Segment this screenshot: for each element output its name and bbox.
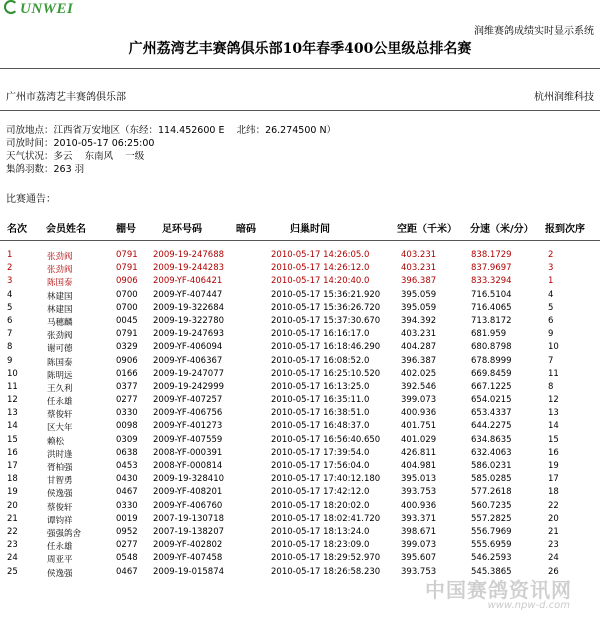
cell-speed: 644.2275 bbox=[471, 421, 512, 432]
cell-speed: 545.3865 bbox=[471, 566, 512, 577]
cell-arrival-time: 2010-05-17 16:13:25.0 bbox=[271, 381, 370, 392]
table-row bbox=[0, 303, 600, 316]
cell-name: 胥柏强 bbox=[47, 463, 73, 473]
cell-speed: 653.4337 bbox=[471, 408, 512, 419]
cell-speed: 654.0215 bbox=[471, 395, 512, 406]
table-row bbox=[0, 527, 600, 540]
table-row bbox=[0, 290, 600, 303]
table-row bbox=[0, 448, 600, 461]
cell-foot-ring: 2009-YF-407257 bbox=[153, 395, 223, 406]
race-notice: 比赛通告： bbox=[6, 194, 56, 205]
cell-speed: 585.0285 bbox=[471, 474, 512, 485]
club-name: 广州市荔湾艺丰赛鸽俱乐部 bbox=[6, 92, 126, 103]
cell-loft: 0166 bbox=[116, 368, 138, 379]
cell-distance: 393.371 bbox=[401, 513, 437, 524]
cell-arrival-time: 2010-05-17 16:08:52.0 bbox=[271, 355, 370, 366]
table-row bbox=[0, 553, 600, 566]
cell-name: 马穗麟 bbox=[47, 317, 73, 328]
cell-distance: 393.753 bbox=[401, 566, 437, 577]
cell-loft: 0377 bbox=[116, 381, 138, 392]
cell-report-order: 4 bbox=[548, 289, 554, 300]
cell-loft: 0548 bbox=[116, 553, 138, 564]
cell-distance: 401.029 bbox=[401, 434, 437, 445]
cell-name: 陈明远 bbox=[47, 370, 73, 381]
cell-rank: 6 bbox=[7, 315, 13, 326]
cell-distance: 403.231 bbox=[401, 329, 437, 340]
cell-arrival-time: 2010-05-17 18:13:24.0 bbox=[271, 526, 370, 537]
cell-arrival-time: 2010-05-17 14:26:12.0 bbox=[271, 263, 370, 274]
cell-loft: 0791 bbox=[116, 250, 138, 260]
table-row bbox=[0, 487, 600, 500]
cell-foot-ring: 2009-YF-402802 bbox=[153, 540, 223, 551]
cell-loft: 0791 bbox=[116, 329, 138, 340]
cell-loft: 0700 bbox=[116, 302, 138, 313]
cell-name: 任永雄 bbox=[47, 542, 73, 553]
col-rank: 名次 bbox=[7, 224, 27, 235]
col-foot-ring: 足环号码 bbox=[162, 224, 202, 235]
cell-arrival-time: 2010-05-17 14:26:05.0 bbox=[271, 250, 370, 260]
cell-distance: 393.753 bbox=[401, 487, 437, 498]
cell-arrival-time: 2010-05-17 18:02:41.720 bbox=[271, 513, 381, 524]
table-row bbox=[0, 356, 600, 369]
cell-distance: 396.387 bbox=[401, 355, 437, 366]
table-row bbox=[0, 276, 600, 289]
cell-name: 谢可德 bbox=[47, 344, 73, 355]
cell-arrival-time: 2010-05-17 17:39:54.0 bbox=[271, 447, 370, 458]
col-secret-code: 暗码 bbox=[236, 224, 256, 235]
cell-name: 区大年 bbox=[47, 423, 73, 434]
watermark-url: www.npw-d.com bbox=[487, 600, 570, 611]
cell-loft: 0453 bbox=[116, 461, 138, 471]
cell-rank: 10 bbox=[7, 368, 18, 379]
weather-label: 天气状况： bbox=[6, 151, 54, 162]
cell-rank: 9 bbox=[7, 355, 13, 366]
cell-loft: 0467 bbox=[116, 487, 138, 498]
cell-distance: 395.059 bbox=[401, 289, 437, 300]
cell-report-order: 18 bbox=[548, 487, 559, 498]
cell-name: 甘智勇 bbox=[47, 476, 73, 487]
race-info bbox=[6, 124, 336, 176]
tech-company: 杭州润维科技 bbox=[534, 92, 594, 103]
cell-foot-ring: 2009-19-322684 bbox=[153, 302, 225, 313]
cell-report-order: 23 bbox=[548, 540, 559, 551]
cell-report-order: 16 bbox=[548, 447, 559, 458]
cell-distance: 401.751 bbox=[401, 421, 437, 432]
col-name: 会员姓名 bbox=[46, 224, 86, 235]
cell-distance: 399.073 bbox=[401, 395, 437, 406]
cell-name: 侯逸强 bbox=[47, 489, 73, 500]
cell-rank: 17 bbox=[7, 461, 18, 471]
cell-speed: 716.4065 bbox=[471, 302, 512, 313]
cell-foot-ring: 2009-19-015874 bbox=[153, 566, 225, 577]
cell-speed: 667.1225 bbox=[471, 381, 512, 392]
table-row bbox=[0, 263, 600, 276]
cell-loft: 0098 bbox=[116, 421, 138, 432]
cell-name: 洪时逢 bbox=[47, 449, 73, 460]
table-row bbox=[0, 474, 600, 487]
cell-speed: 680.8798 bbox=[471, 342, 512, 353]
cell-rank: 5 bbox=[7, 302, 13, 313]
table-row bbox=[0, 250, 600, 263]
cell-foot-ring: 2007-19-138207 bbox=[153, 526, 225, 537]
release-place-label: 司放地点： bbox=[6, 125, 54, 136]
col-loft: 棚号 bbox=[116, 224, 136, 235]
cell-rank: 15 bbox=[7, 434, 18, 445]
cell-rank: 24 bbox=[7, 553, 18, 564]
cell-foot-ring: 2009-YF-406094 bbox=[153, 342, 223, 353]
cell-report-order: 1 bbox=[548, 276, 554, 287]
cell-loft: 0638 bbox=[116, 447, 138, 458]
table-header bbox=[0, 220, 600, 236]
cell-report-order: 12 bbox=[548, 395, 559, 406]
cell-loft: 0309 bbox=[116, 434, 138, 445]
cell-rank: 2 bbox=[7, 263, 13, 274]
cell-name: 侯逸强 bbox=[47, 568, 73, 579]
cell-report-order: 15 bbox=[548, 434, 559, 445]
cell-arrival-time: 2010-05-17 16:38:51.0 bbox=[271, 408, 370, 419]
cell-name: 陈国泰 bbox=[47, 278, 73, 289]
cell-arrival-time: 2010-05-17 15:37:30.670 bbox=[271, 315, 381, 326]
cell-arrival-time: 2010-05-17 16:25:10.520 bbox=[271, 368, 381, 379]
cell-distance: 398.671 bbox=[401, 526, 437, 537]
cell-foot-ring: 2009-19-244283 bbox=[153, 263, 225, 274]
cell-arrival-time: 2010-05-17 15:36:26.720 bbox=[271, 302, 381, 313]
wind: 东南风 bbox=[84, 151, 114, 162]
table-row bbox=[0, 382, 600, 395]
table-row bbox=[0, 369, 600, 382]
pigeon-count: 263 羽 bbox=[53, 164, 85, 175]
cell-report-order: 24 bbox=[548, 553, 559, 564]
cell-distance: 426.811 bbox=[401, 447, 437, 458]
cell-arrival-time: 2010-05-17 18:23:09.0 bbox=[271, 540, 370, 551]
cell-speed: 716.5104 bbox=[471, 289, 512, 300]
cell-distance: 396.387 bbox=[401, 276, 437, 287]
cell-speed: 560.7235 bbox=[471, 500, 512, 511]
cell-distance: 400.936 bbox=[401, 500, 437, 511]
cell-rank: 19 bbox=[7, 487, 18, 498]
cell-loft: 0906 bbox=[116, 355, 138, 366]
cell-rank: 22 bbox=[7, 526, 18, 537]
cell-loft: 0045 bbox=[116, 315, 138, 326]
cell-report-order: 14 bbox=[548, 421, 559, 432]
table-row bbox=[0, 435, 600, 448]
cell-speed: 669.8459 bbox=[471, 368, 512, 379]
cell-speed: 713.8172 bbox=[471, 315, 512, 326]
cell-speed: 833.3294 bbox=[471, 276, 512, 287]
cell-report-order: 10 bbox=[548, 342, 559, 353]
cell-foot-ring: 2007-19-130718 bbox=[153, 513, 225, 524]
cell-rank: 13 bbox=[7, 408, 18, 419]
cell-foot-ring: 2009-19-242999 bbox=[153, 381, 225, 392]
divider bbox=[0, 110, 600, 111]
cell-rank: 23 bbox=[7, 540, 18, 551]
table-row bbox=[0, 540, 600, 553]
cell-foot-ring: 2009-19-247693 bbox=[153, 329, 225, 340]
cell-name: 赖松 bbox=[47, 436, 65, 447]
cell-report-order: 26 bbox=[548, 566, 559, 577]
cell-report-order: 6 bbox=[548, 315, 554, 326]
cell-report-order: 2 bbox=[548, 250, 554, 260]
cell-distance: 399.073 bbox=[401, 540, 437, 551]
cell-loft: 0329 bbox=[116, 342, 138, 353]
cell-rank: 4 bbox=[7, 289, 13, 300]
cell-name: 谭钧祥 bbox=[47, 515, 73, 526]
cell-report-order: 20 bbox=[548, 513, 559, 524]
cell-rank: 1 bbox=[7, 250, 13, 260]
cell-loft: 0467 bbox=[116, 566, 138, 577]
cell-rank: 18 bbox=[7, 474, 18, 485]
table-row bbox=[0, 316, 600, 329]
cell-distance: 392.546 bbox=[401, 381, 437, 392]
cell-foot-ring: 2009-YF-401273 bbox=[153, 421, 223, 432]
cell-distance: 403.231 bbox=[401, 263, 437, 274]
cell-rank: 11 bbox=[7, 381, 18, 392]
cell-arrival-time: 2010-05-17 18:29:52.970 bbox=[271, 553, 381, 564]
cell-loft: 0330 bbox=[116, 408, 138, 419]
cell-speed: 557.2825 bbox=[471, 513, 512, 524]
table-row bbox=[0, 329, 600, 342]
cell-name: 林建国 bbox=[47, 304, 73, 315]
table-row bbox=[0, 408, 600, 421]
cell-distance: 395.013 bbox=[401, 474, 437, 485]
logo-text: UNWEI bbox=[20, 1, 74, 17]
cell-distance: 402.025 bbox=[401, 368, 437, 379]
cell-name: 蔡俊轩 bbox=[47, 410, 73, 421]
cell-foot-ring: 2009-YF-406756 bbox=[153, 408, 223, 419]
cell-speed: 681.959 bbox=[471, 329, 507, 340]
watermark: 中国赛鸽资讯网 bbox=[425, 578, 572, 602]
cell-arrival-time: 2010-05-17 17:56:04.0 bbox=[271, 461, 370, 471]
cell-speed: 678.8999 bbox=[471, 355, 512, 366]
cell-speed: 634.8635 bbox=[471, 434, 512, 445]
cell-loft: 0277 bbox=[116, 395, 138, 406]
cell-name: 周亚平 bbox=[47, 555, 73, 566]
cell-loft: 0430 bbox=[116, 474, 138, 485]
cell-rank: 14 bbox=[7, 421, 18, 432]
cell-rank: 20 bbox=[7, 500, 18, 511]
cell-report-order: 22 bbox=[548, 500, 559, 511]
cell-report-order: 7 bbox=[548, 355, 554, 366]
cell-arrival-time: 2010-05-17 16:18:46.290 bbox=[271, 342, 381, 353]
cell-arrival-time: 2010-05-17 16:35:11.0 bbox=[271, 395, 370, 406]
col-arrival-time: 归巢时间 bbox=[290, 224, 330, 235]
cell-report-order: 9 bbox=[548, 329, 554, 340]
table-row bbox=[0, 501, 600, 514]
cell-arrival-time: 2010-05-17 14:20:40.0 bbox=[271, 276, 370, 287]
cell-speed: 838.1729 bbox=[471, 250, 512, 260]
cell-distance: 400.936 bbox=[401, 408, 437, 419]
cell-distance: 394.392 bbox=[401, 315, 437, 326]
results-table bbox=[0, 250, 600, 580]
cell-loft: 0277 bbox=[116, 540, 138, 551]
count-label: 集鸽羽数： bbox=[6, 164, 54, 175]
club-row bbox=[6, 88, 594, 103]
cell-foot-ring: 2009-YF-408201 bbox=[153, 487, 223, 498]
cell-speed: 556.7969 bbox=[471, 526, 512, 537]
cell-report-order: 13 bbox=[548, 408, 559, 419]
page-title: 广州荔湾艺丰赛鸽俱乐部10年春季400公里级总排名赛 bbox=[128, 41, 472, 57]
cell-foot-ring: 2008-YF-000814 bbox=[153, 461, 223, 471]
cell-loft: 0952 bbox=[116, 526, 138, 537]
cell-arrival-time: 2010-05-17 17:40:12.180 bbox=[271, 474, 381, 485]
wind-level: 一级 bbox=[125, 151, 145, 162]
cell-report-order: 5 bbox=[548, 302, 554, 313]
cell-arrival-time: 2010-05-17 16:48:37.0 bbox=[271, 421, 370, 432]
cell-foot-ring: 2009-19-247077 bbox=[153, 368, 225, 379]
cell-name: 陈国泰 bbox=[47, 357, 73, 368]
cell-loft: 0019 bbox=[116, 513, 138, 524]
cell-loft: 0330 bbox=[116, 500, 138, 511]
cell-name: 张劲阀 bbox=[47, 331, 73, 342]
cell-speed: 837.9697 bbox=[471, 263, 512, 274]
cell-arrival-time: 2010-05-17 16:16:17.0 bbox=[271, 329, 370, 340]
cell-name: 张劲阀 bbox=[47, 265, 73, 276]
cell-report-order: 17 bbox=[548, 474, 559, 485]
cell-foot-ring: 2009-19-328410 bbox=[153, 474, 225, 485]
cell-speed: 546.2593 bbox=[471, 553, 512, 564]
table-row bbox=[0, 421, 600, 434]
divider bbox=[0, 68, 600, 69]
cell-arrival-time: 2010-05-17 18:26:58.230 bbox=[271, 566, 381, 577]
cell-name: 王久利 bbox=[47, 383, 73, 394]
cell-foot-ring: 2008-YF-000391 bbox=[153, 447, 223, 458]
table-row bbox=[0, 461, 600, 474]
cell-report-order: 8 bbox=[548, 381, 554, 392]
table-row bbox=[0, 395, 600, 408]
cell-distance: 404.287 bbox=[401, 342, 437, 353]
cell-distance: 395.059 bbox=[401, 302, 437, 313]
cell-loft: 0791 bbox=[116, 263, 138, 274]
logo bbox=[4, 0, 73, 18]
cell-foot-ring: 2009-YF-406367 bbox=[153, 355, 223, 366]
cell-name: 张劲阀 bbox=[47, 252, 73, 262]
cell-speed: 586.0231 bbox=[471, 461, 512, 471]
release-time-label: 司放时间： bbox=[6, 138, 54, 149]
cell-name: 强强鸽舍 bbox=[47, 528, 82, 539]
cell-loft: 0906 bbox=[116, 276, 138, 287]
cell-foot-ring: 2009-YF-407447 bbox=[153, 289, 223, 300]
cell-report-order: 19 bbox=[548, 461, 559, 471]
cell-speed: 577.2618 bbox=[471, 487, 512, 498]
cell-arrival-time: 2010-05-17 18:20:02.0 bbox=[271, 500, 370, 511]
cell-arrival-time: 2010-05-17 16:56:40.650 bbox=[271, 434, 381, 445]
divider bbox=[0, 240, 600, 241]
weather: 多云 bbox=[53, 151, 73, 162]
cell-rank: 3 bbox=[7, 276, 13, 287]
cell-rank: 16 bbox=[7, 447, 18, 458]
release-place: 江西省万安地区（东经：114.452600 E bbox=[53, 125, 225, 136]
table-row bbox=[0, 342, 600, 355]
cell-arrival-time: 2010-05-17 15:36:21.920 bbox=[271, 289, 381, 300]
cell-foot-ring: 2009-YF-407559 bbox=[153, 434, 223, 445]
cell-distance: 403.231 bbox=[401, 250, 437, 260]
cell-rank: 21 bbox=[7, 513, 18, 524]
cell-speed: 632.4063 bbox=[471, 447, 512, 458]
cell-rank: 25 bbox=[7, 566, 18, 577]
cell-speed: 555.6959 bbox=[471, 540, 512, 551]
cell-foot-ring: 2009-YF-407458 bbox=[153, 553, 223, 564]
cell-loft: 0700 bbox=[116, 289, 138, 300]
col-speed: 分速（米/分） bbox=[470, 224, 534, 235]
cell-distance: 395.607 bbox=[401, 553, 437, 564]
cell-distance: 404.981 bbox=[401, 461, 437, 471]
cell-foot-ring: 2009-19-322780 bbox=[153, 315, 225, 326]
cell-name: 林建国 bbox=[47, 291, 73, 302]
col-distance: 空距（千米） bbox=[397, 224, 457, 235]
cell-arrival-time: 2010-05-17 17:42:12.0 bbox=[271, 487, 370, 498]
cell-foot-ring: 2009-19-247688 bbox=[153, 250, 225, 260]
cell-report-order: 21 bbox=[548, 526, 559, 537]
cell-rank: 8 bbox=[7, 342, 13, 353]
table-row bbox=[0, 514, 600, 527]
cell-name: 蔡俊轩 bbox=[47, 502, 73, 513]
latitude: 北纬：26.274500 N） bbox=[236, 125, 337, 136]
system-name: 润维赛鸽成绩实时显示系统 bbox=[474, 26, 594, 37]
cell-report-order: 3 bbox=[548, 263, 554, 274]
cell-report-order: 11 bbox=[548, 368, 559, 379]
cell-name: 任永雄 bbox=[47, 397, 73, 408]
cell-foot-ring: 2009-YF-406421 bbox=[153, 276, 223, 287]
cell-rank: 7 bbox=[7, 329, 13, 340]
cell-foot-ring: 2009-YF-406760 bbox=[153, 500, 223, 511]
cell-rank: 12 bbox=[7, 395, 18, 406]
logo-swoosh-icon bbox=[4, 0, 18, 14]
col-report-order: 报到次序 bbox=[545, 224, 585, 235]
release-time: 2010-05-17 06:25:00 bbox=[53, 138, 155, 149]
